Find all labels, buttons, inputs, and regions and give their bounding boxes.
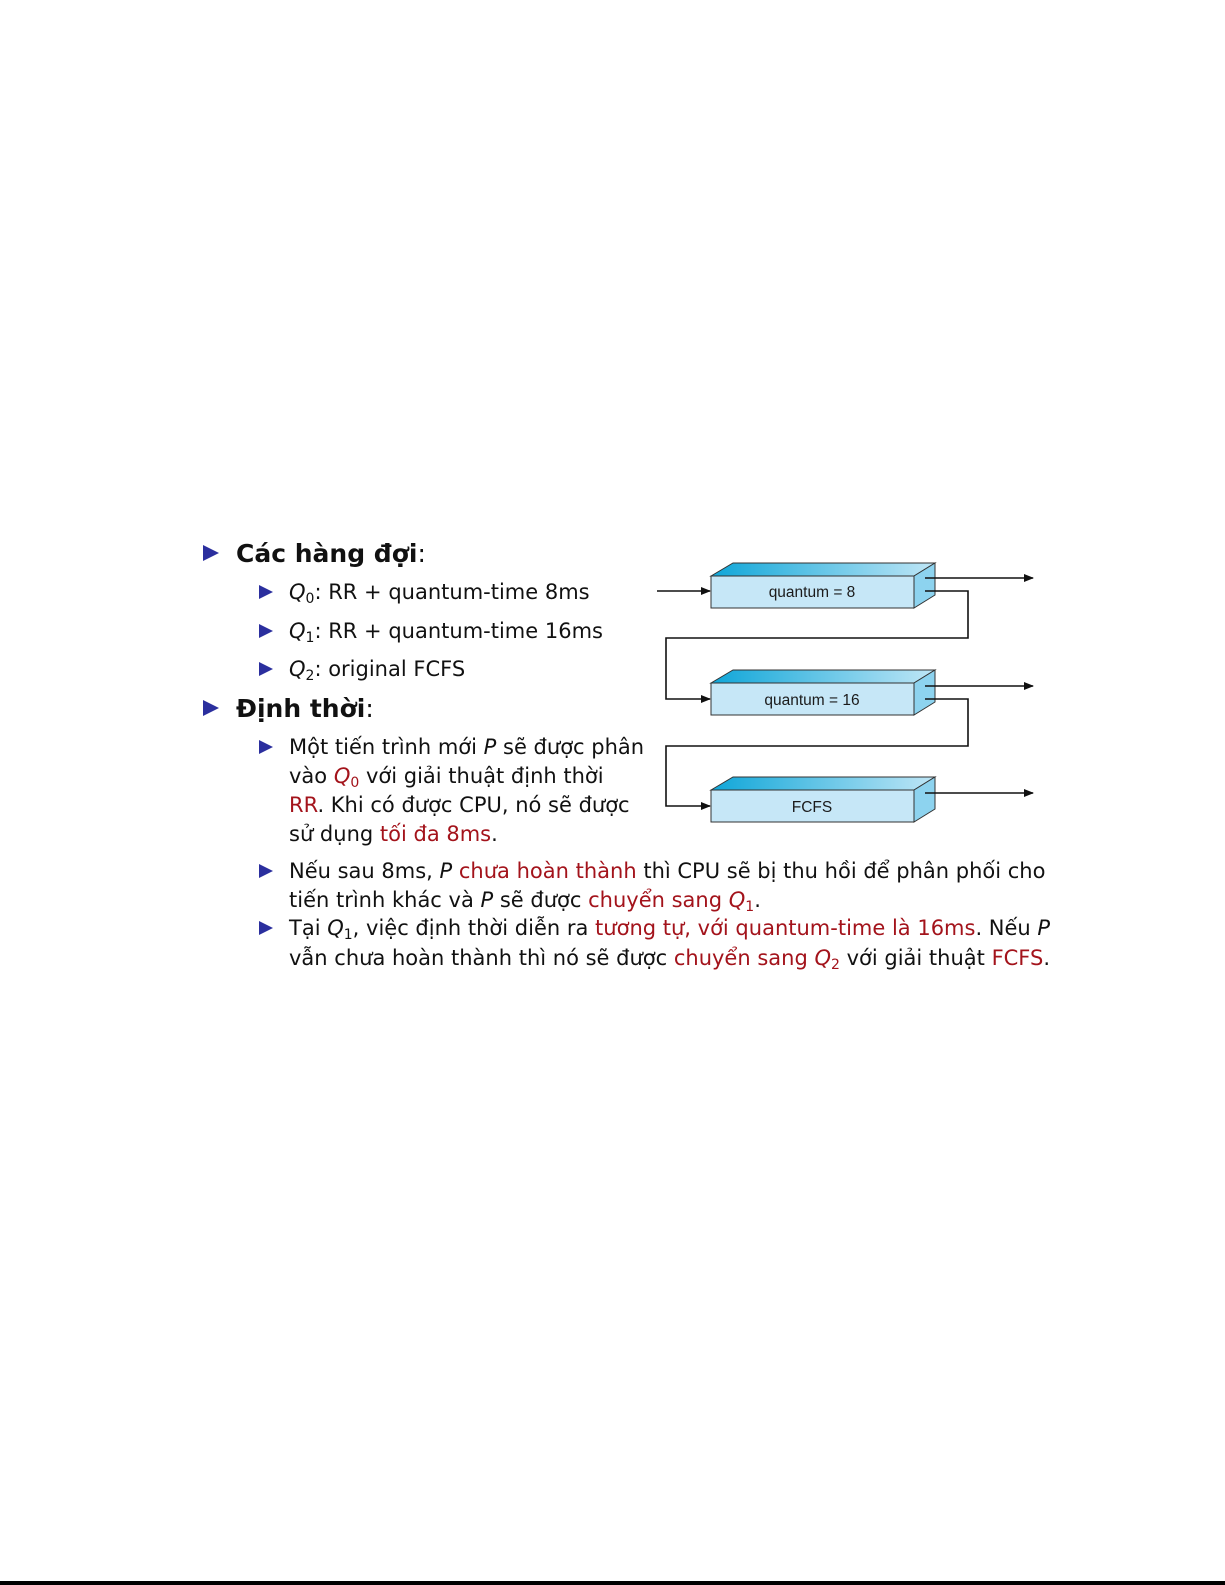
- queue-label-2: FCFS: [791, 799, 833, 816]
- queue-box-0: [711, 563, 935, 608]
- queue-label-1: quantum = 16: [764, 692, 860, 709]
- para1-line1: Một tiến trình mới P sẽ được phân: [289, 735, 645, 759]
- para1-line3: RR. Khi có được CPU, nó sẽ được: [289, 793, 630, 817]
- para2-line2: tiến trình khác và P sẽ được chuyển sang $Q_1$.: [289, 888, 761, 915]
- queue-item-q1: $Q_1$: RR + quantum-time 16ms: [289, 619, 603, 646]
- para3-line2: vẫn chưa hoàn thành thì nó sẽ được chuyển sang $Q_2$ với giải thuật FCFS.: [289, 946, 1051, 973]
- para1-line4: sử dụng tối đa 8ms.: [289, 822, 498, 846]
- para3-line1: Tại $Q_1$, việc định thời diễn ra tương tự, với quantum-time là 16ms. Nếu P: [289, 916, 1051, 943]
- queue-item-q2: $Q_2$: original FCFS: [289, 657, 466, 684]
- queue-label-0: quantum = 8: [768, 584, 856, 601]
- para2-line1: Nếu sau 8ms, P chưa hoàn thành thì CPU sẽ bị thu hồi để phân phối cho: [289, 859, 1046, 883]
- para1-line2: vào $Q_0$ với giải thuật định thời: [289, 764, 604, 791]
- queue-box-1: [711, 670, 935, 715]
- section-heading-scheduling: Định thời:: [236, 694, 374, 723]
- page-bottom-edge: [0, 1581, 1225, 1585]
- section-heading-queues: Các hàng đợi:: [236, 539, 426, 568]
- queue-box-2: [711, 777, 935, 822]
- queue-item-q0: $Q_0$: RR + quantum-time 8ms: [289, 580, 590, 607]
